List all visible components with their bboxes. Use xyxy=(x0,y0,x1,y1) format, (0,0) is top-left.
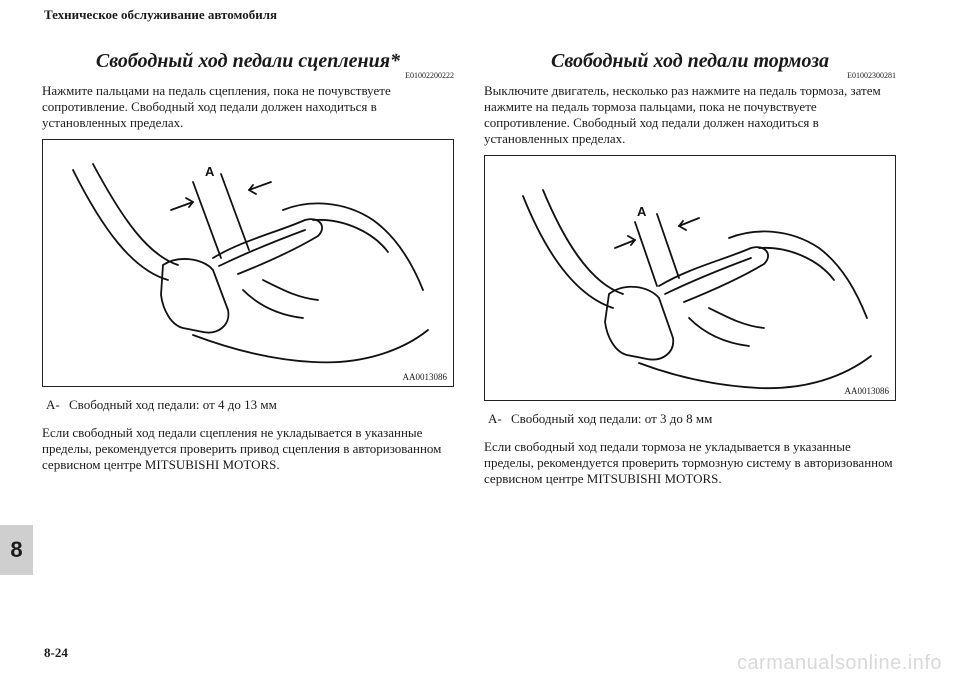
brake-pedal-figure xyxy=(484,155,896,401)
clutch-pedal-figure xyxy=(42,139,454,387)
intro-paragraph: Выключите двигатель, несколько раз нажмите на педаль тормоза, затем нажмите на педаль тормоза пальцами, пока не почувствуете сопротивление. Свободный ход педали должен находиться в установленных пределах. xyxy=(484,83,881,146)
free-play-marker: A xyxy=(205,164,215,179)
page-number: 8-24 xyxy=(44,645,68,660)
clutch-section xyxy=(42,48,454,473)
section-code: E01002300281 xyxy=(847,71,896,80)
section-title: Свободный ход педали сцепления* xyxy=(95,50,401,72)
section-tab: 8 xyxy=(0,525,33,575)
pedal-illustration xyxy=(43,140,453,386)
section-title: Свободный ход педали тормоза xyxy=(551,50,829,72)
caption-key: A- xyxy=(46,397,60,412)
watermark: carmanualsonline.info xyxy=(736,652,942,674)
figure-caption xyxy=(488,411,896,427)
free-play-marker: A xyxy=(637,204,647,219)
intro-paragraph: Нажмите пальцами на педаль сцепления, пока не почувствуете сопротивление. Свободный ход педали должен находиться в установленных пределах. xyxy=(42,83,391,130)
note-paragraph: Если свободный ход педали тормоза не укладывается в указанные пределы, рекомендуется проверить тормозную систему в авторизованном сервисном центре MITSUBISHI MOTORS. xyxy=(484,439,893,486)
section-code: E01002200222 xyxy=(405,71,454,80)
figure-label: AA0013086 xyxy=(844,386,889,396)
caption-text: Свободный ход педали: от 4 до 13 мм xyxy=(68,397,277,412)
caption-text: Свободный ход педали: от 3 до 8 мм xyxy=(510,411,713,426)
note-paragraph: Если свободный ход педали сцепления не укладывается в указанные пределы, рекомендуется проверить привод сцепления в авторизованном сервисном центре MITSUBISHI MOTORS. xyxy=(42,425,442,472)
pedal-illustration xyxy=(485,156,895,400)
running-header: Техническое обслуживание автомобиля xyxy=(44,7,278,22)
caption-key: A- xyxy=(488,411,502,426)
figure-caption xyxy=(46,397,454,413)
brake-section xyxy=(484,48,896,487)
figure-label: AA0013086 xyxy=(402,372,447,382)
